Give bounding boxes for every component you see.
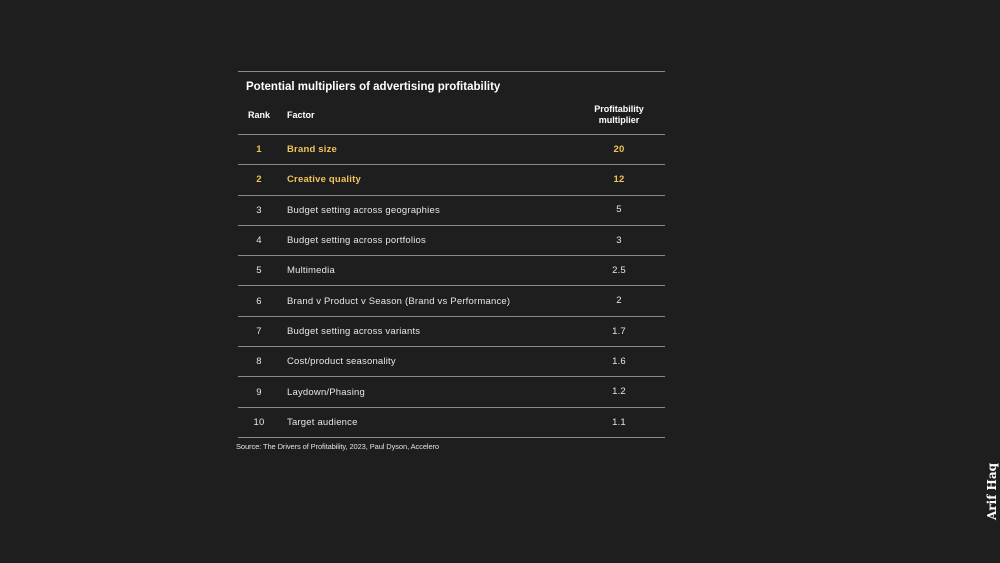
row-factor: Brand size xyxy=(287,144,338,156)
row-rank: 1 xyxy=(256,144,262,156)
row-factor: Multimedia xyxy=(287,265,335,277)
header-rank: Rank xyxy=(247,110,270,120)
table-row xyxy=(238,377,665,407)
row-factor: Budget setting across portfolios xyxy=(287,235,426,247)
table-row xyxy=(238,165,665,195)
row-multiplier: 1.6 xyxy=(612,355,626,367)
header-factor: Factor xyxy=(287,110,315,120)
header-multiplier xyxy=(573,104,665,127)
table-header-row xyxy=(238,96,665,135)
row-multiplier: 12 xyxy=(613,174,625,186)
table-row xyxy=(238,286,665,316)
row-factor: Cost/product seasonality xyxy=(287,356,396,368)
row-rank: 9 xyxy=(256,386,262,398)
table-row xyxy=(238,317,665,347)
row-factor: Budget setting across geographies xyxy=(287,204,440,216)
row-multiplier: 1.2 xyxy=(612,386,626,398)
table-body xyxy=(238,135,665,438)
row-factor: Laydown/Phasing xyxy=(287,386,365,398)
header-multiplier-line2: multiplier xyxy=(598,115,640,125)
header-multiplier-line1: Profitability xyxy=(594,103,644,114)
row-multiplier: 20 xyxy=(613,143,625,155)
table-title: Potential multipliers of advertising profitability xyxy=(246,81,501,93)
row-rank: 2 xyxy=(256,174,262,186)
row-factor: Creative quality xyxy=(287,174,361,186)
author-signature: Arif Haq xyxy=(985,462,999,520)
row-multiplier: 3 xyxy=(616,234,622,246)
row-multiplier: 1.1 xyxy=(612,416,626,428)
row-rank: 6 xyxy=(256,295,262,307)
row-rank: 5 xyxy=(256,265,262,277)
table-row xyxy=(238,196,665,226)
row-rank: 3 xyxy=(256,204,262,216)
row-multiplier: 1.7 xyxy=(612,325,626,337)
table-row xyxy=(238,226,665,256)
profitability-table xyxy=(238,71,665,438)
row-multiplier: 5 xyxy=(616,204,622,216)
table-row xyxy=(238,408,665,438)
row-multiplier: 2 xyxy=(616,295,622,307)
table-row xyxy=(238,135,665,165)
row-rank: 4 xyxy=(256,235,262,247)
table-row xyxy=(238,347,665,377)
table-row xyxy=(238,256,665,286)
row-factor: Target audience xyxy=(287,416,358,428)
row-factor: Brand v Product v Season (Brand vs Performance) xyxy=(287,295,511,307)
row-rank: 10 xyxy=(253,416,265,428)
row-rank: 7 xyxy=(256,325,262,337)
source-note: Source: The Drivers of Profitability, 2023, Paul Dyson, Accelero xyxy=(236,442,440,451)
row-rank: 8 xyxy=(256,356,262,368)
row-multiplier: 2.5 xyxy=(612,265,626,277)
row-factor: Budget setting across variants xyxy=(287,325,421,337)
